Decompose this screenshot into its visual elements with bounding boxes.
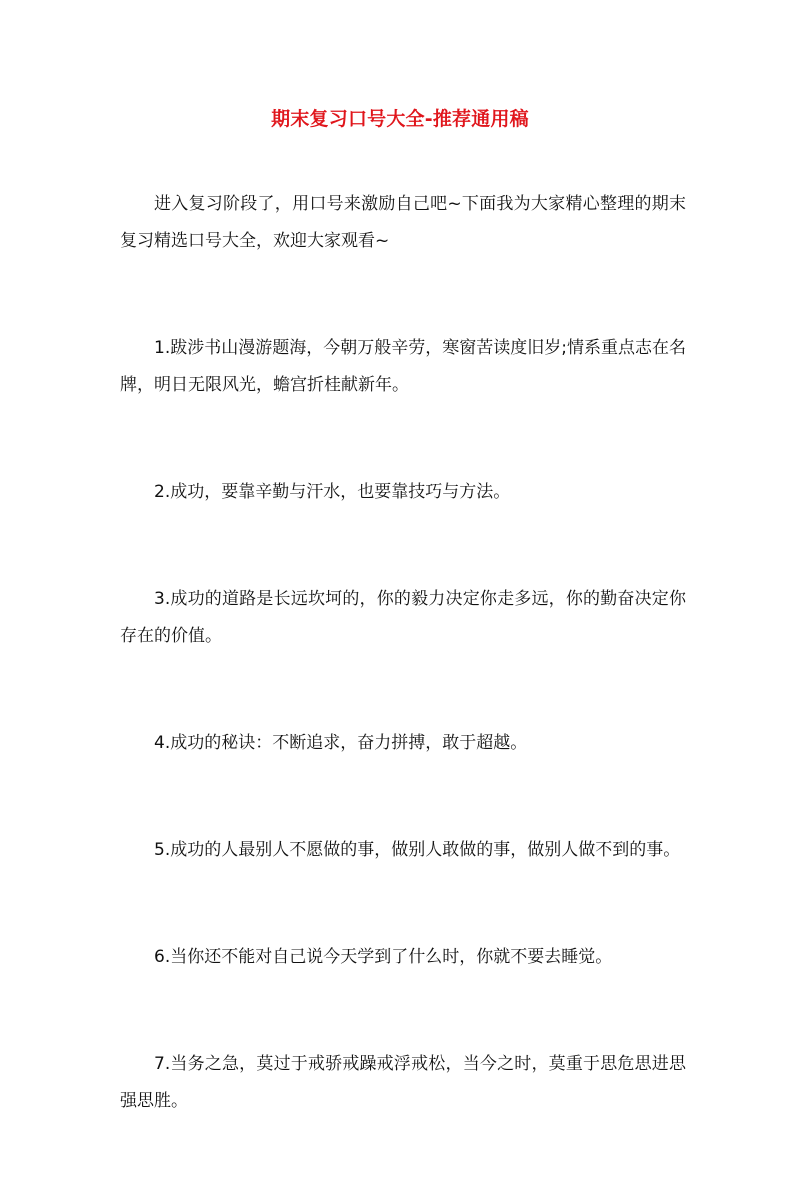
slogan-paragraph-7: 7.当务之急，莫过于戒骄戒躁戒浮戒松，当今之时，莫重于思危思进思强思胜。 <box>120 1054 686 1111</box>
slogan-paragraph-4: 4.成功的秘诀：不断追求，奋力拼搏，敢于超越。 <box>154 733 528 753</box>
slogan-paragraph-2: 2.成功，要靠辛勤与汗水，也要靠技巧与方法。 <box>154 482 511 502</box>
slogan-paragraph-6: 6.当你还不能对自己说今天学到了什么时，你就不要去睡觉。 <box>154 947 613 967</box>
slogan-paragraph-5: 5.成功的人最别人不愿做的事，做别人敢做的事，做别人做不到的事。 <box>154 840 681 860</box>
document-body <box>120 186 686 1190</box>
slogan-paragraph-1: 1.跋涉书山漫游题海，今朝万般辛劳，寒窗苦读度旧岁;情系重点志在名牌，明日无限风光，蟾宫折桂献新年。 <box>120 338 686 395</box>
document-title: 期末复习口号大全-推荐通用稿 <box>271 108 529 130</box>
slogan-paragraph-3: 3.成功的道路是长远坎坷的，你的毅力决定你走多远，你的勤奋决定你存在的价值。 <box>120 589 686 646</box>
intro-paragraph: 进入复习阶段了，用口号来激励自己吧~下面我为大家精心整理的期末复习精选口号大全，欢迎大家观看~ <box>120 194 686 251</box>
